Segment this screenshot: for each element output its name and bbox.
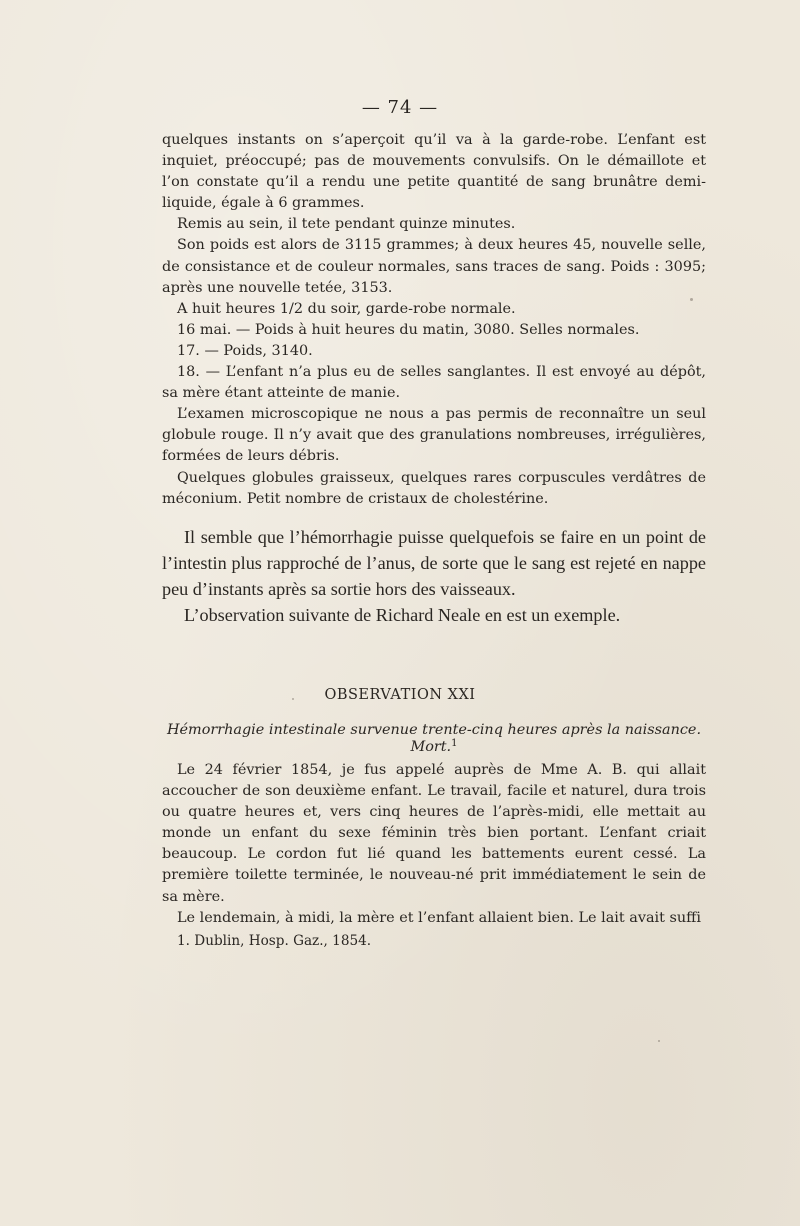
paper-speck [658, 1040, 660, 1042]
observation-title: OBSERVATION XXI [324, 687, 476, 703]
paragraph: 18. — L’enfant n’a plus eu de selles sanglantes. Il est envoyé au dépôt, sa mère étant atteinte de manie. [162, 364, 706, 402]
case-notes [162, 130, 706, 510]
paragraph: L’examen microscopique ne nous a pas permis de reconnaître un seul globule rouge. Il n’y avait que des granulations nombreuses, irrégulières, formées de leurs débris. [162, 406, 706, 465]
paper-speck [690, 298, 693, 301]
footnote: 1. Dublin, Hosp. Gaz., 1854. [177, 933, 372, 949]
observation-body [162, 760, 706, 929]
paragraph: Son poids est alors de 3115 grammes; à deux heures 45, nouvelle selle, de consistance et de couleur normales, sans traces de sang. Poids : 3095; après une nouvelle tetée, 3153. [162, 237, 706, 296]
paper-speck [292, 698, 294, 700]
observation-subtitle-text: Hémorrhagie intestinale survenue trente-cinq heures après la naissance. Mort. [166, 722, 702, 755]
paragraph: 17. — Poids, 3140. [177, 342, 313, 359]
commentary [162, 524, 706, 628]
paragraph: quelques instants on s’aperçoit qu’il va à la garde-robe. L’enfant est inquiet, préoccupé; pas de mouvements convulsifs. On le démaillote et l’on constate qu’il a rendu une petite quantité de sang brunâtre demi-liquide, égale à 6 grammes. [162, 132, 706, 212]
paragraph: Quelques globules graisseux, quelques rares corpuscules verdâtres de méconium. Petit nombre de cristaux de cholestérine. [162, 469, 706, 507]
observation-subtitle [162, 722, 706, 755]
paragraph: Le lendemain, à midi, la mère et l’enfant allaient bien. Le lait avait suffi [177, 909, 702, 926]
paragraph: Le 24 février 1854, je fus appelé auprès de Mme A. B. qui allait accoucher de son deuxième enfant. Le travail, facile et naturel, dura trois ou quatre heures et, vers cinq heures de l’après-midi, elle mettait au monde un enfant du sexe féminin très bien portant. L’enfant criait beaucoup. Le cordon fut lié quand les battements eurent cessé. La première toilette terminée, le nouveau-né prit immédiatement le sein de sa mère. [162, 762, 706, 905]
paragraph: L’observation suivante de Richard Neale en est un exemple. [184, 605, 621, 625]
paragraph: A huit heures 1/2 du soir, garde-robe normale. [177, 300, 516, 317]
paragraph: Il semble que l’hémorrhagie puisse quelquefois se faire en un point de l’intestin plus rapproché de l’anus, de sorte que le sang est rejeté en nappe peu d’instants après sa sortie hors des vaisseaux. [162, 527, 706, 599]
page-number: — 74 — [361, 97, 439, 118]
footnote-reference: 1 [451, 738, 458, 749]
paragraph: 16 mai. — Poids à huit heures du matin, 3080. Selles normales. [177, 321, 640, 338]
paragraph: Remis au sein, il tete pendant quinze minutes. [177, 216, 516, 233]
